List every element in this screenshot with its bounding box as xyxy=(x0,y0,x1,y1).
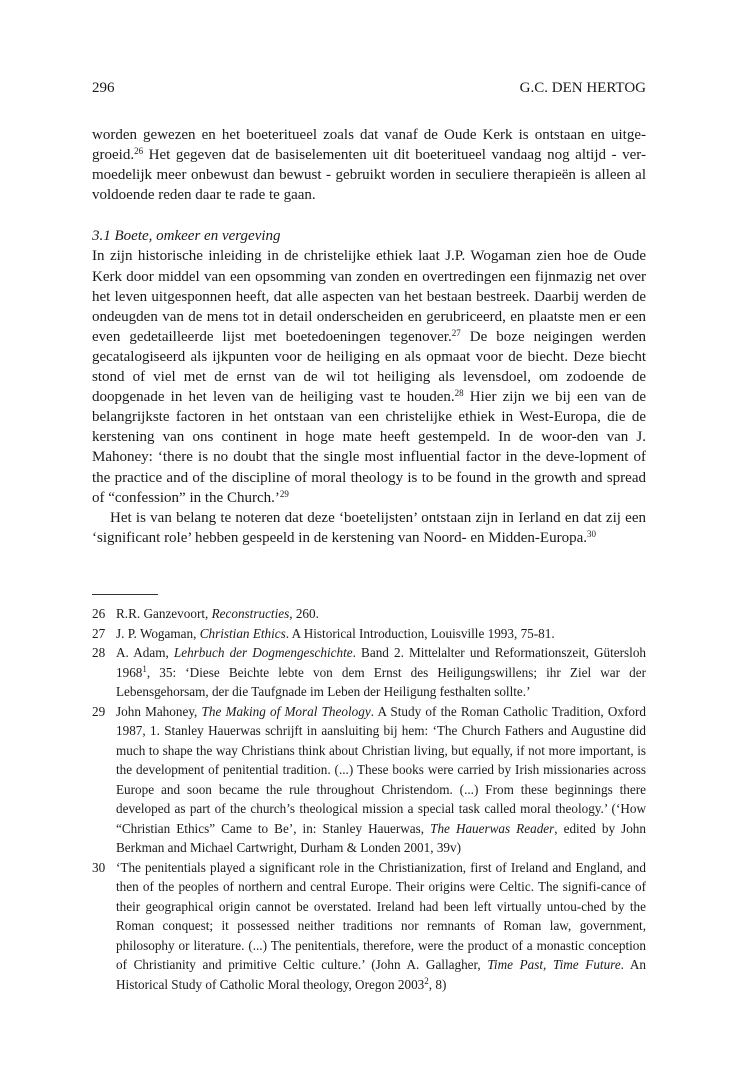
footnote-divider xyxy=(92,594,158,595)
running-head: G.C. DEN HERTOG xyxy=(519,80,646,96)
footnote-text: R.R. Ganzevoort, Reconstructies, 260. xyxy=(116,606,319,621)
footnotes xyxy=(92,604,646,994)
footnote-26 xyxy=(92,604,646,624)
page-header xyxy=(92,78,646,98)
page-number: 296 xyxy=(92,80,115,96)
footnote-text: J. P. Wogaman, Christian Ethics. A Historical Introduction, Louisville 1993, 75-81. xyxy=(116,625,555,641)
footnote-number: 26 xyxy=(92,606,106,621)
footnote-ref-26[interactable]: 26 xyxy=(134,146,144,157)
footnote-text: A. Adam, Lehrbuch der Dogmengeschichte. Band 2. Mittelalter und Reformationszeit, Gütersloh 1968$^1$, 35: ‘Diese Beichte lebte von dem Ernst des Heiligungswillens; ihr Ziel war der Lebensgehorsam, der die Taufgnade im Leben der Heiligung festhalten sollte.’ xyxy=(116,645,647,699)
footnote-30 xyxy=(92,858,646,995)
footnote-text: ‘The penitentials played a significant role in the Christianization, first of Ireland and England, and then of the peoples of northern and central Europe. Their origins were Celtic. The signifi-cance of their geographical origin cannot be overstated. Ireland had been left virtually untou-ched by the Roman conquest; it possessed neither traditions nor remnants of Roman law, government, philosophy or literature. (...) The penitentials, therefore, were the product of a monastic conception of Christianity and primitive Celtic culture.’ (John A. Gallagher, Time Past, Time Future. An Historical Study of Catholic Moral theology, Oregon 2003$^2$, 8) xyxy=(116,859,646,992)
body-text xyxy=(92,125,646,548)
footnote-number: 28 xyxy=(92,645,106,660)
footnote-ref-29[interactable]: 29 xyxy=(279,488,289,499)
paragraph-3: Het is van belang te noteren dat deze ‘boetelijsten’ ontstaan zijn in Ierland en dat zij een ‘significant role’ hebben gespeeld in de kerstening van Noord- en Midden-Europa.$^{30}$ xyxy=(92,509,646,546)
paragraph-gap xyxy=(92,205,646,226)
footnote-ref-28[interactable]: 28 xyxy=(454,388,464,399)
footnote-number: 30 xyxy=(92,859,106,875)
paragraph-2: In zijn historische inleiding in de christelijke ethiek laat J.P. Wogaman zien hoe de Oude Kerk door middel van een opsomming van zonden en overtredingen een fijnmazig net over het leven uitgesponnen heeft, dat alle aspecten van het bestaan bestreek. Daarbij werden de ondeugden van de mens tot in detail onderscheiden en gerubriceerd, en plaatste men er een even gedetailleerde lijst met boetedoeningen tegenover.$^{27}$ De boze neigingen werden gecatalogiseerd als ijkpunten voor de heiliging en als opmaat voor de biecht. Deze biecht stond of viel met de ernst van de wil tot heiliging als levensdoel, om zodoende de doopgenade in het leven van de heiliging vast te houden.$^{28}$ Hier zijn we bij een van de belangrijkste factoren in het ontstaan van een christelijke ethiek in West-Europa, die de kerstening van ons continent in hoge mate heeft gestempeld. In de woor-den van J. Mahoney: ‘there is no doubt that the single most influential factor in the deve-lopment of the practice and of the discipline of moral theology is to be found in the growth and spread of “confession” in the Church.’$^{29}$ xyxy=(92,248,646,506)
footnote-text: John Mahoney, The Making of Moral Theology. A Study of the Roman Catholic Tradition, Oxford 1987, 1. Stanley Hauerwas schrijft in aansluiting bij hem: ‘The Church Fathers and Augustine did much to shape the way Christians think about Christian living, but equally, if not more important, is the development of penitential tradition. (...) These books were carried by Irish missionaries across Europe and soon became the rule throughout Christendom. (...) From these beginnings there developed as part of the church’s theological mission a special task called moral theology.’ (‘How “Christian Ethics” Came to Be’, in: Stanley Hauerwas, The Hauerwas Reader, edited by John Berkman and Michael Cartwright, Durham & Londen 2001, 39v) xyxy=(116,703,646,855)
footnote-29 xyxy=(92,702,646,858)
footnote-ref-30[interactable]: 30 xyxy=(586,528,596,539)
footnote-ref-27[interactable]: 27 xyxy=(451,327,461,338)
footnote-28 xyxy=(92,643,646,702)
paragraph-1: worden gewezen en het boeteritueel zoals dat vanaf de Oude Kerk is ontstaan en uitge-groeid.$^{26}$ Het gegeven dat de basiselementen uit dit boeteritueel vandaag nog altijd - ver-moedelijk meer onbewust dan bewust - gebruikt worden in seculiere therapieën is alleen al voldoende reden daar te rade te gaan. xyxy=(92,127,646,204)
footnote-27 xyxy=(92,624,646,644)
footnote-number: 29 xyxy=(92,703,106,719)
section-heading: 3.1 Boete, omkeer en vergeving xyxy=(92,228,281,245)
footnote-number: 27 xyxy=(92,625,106,641)
